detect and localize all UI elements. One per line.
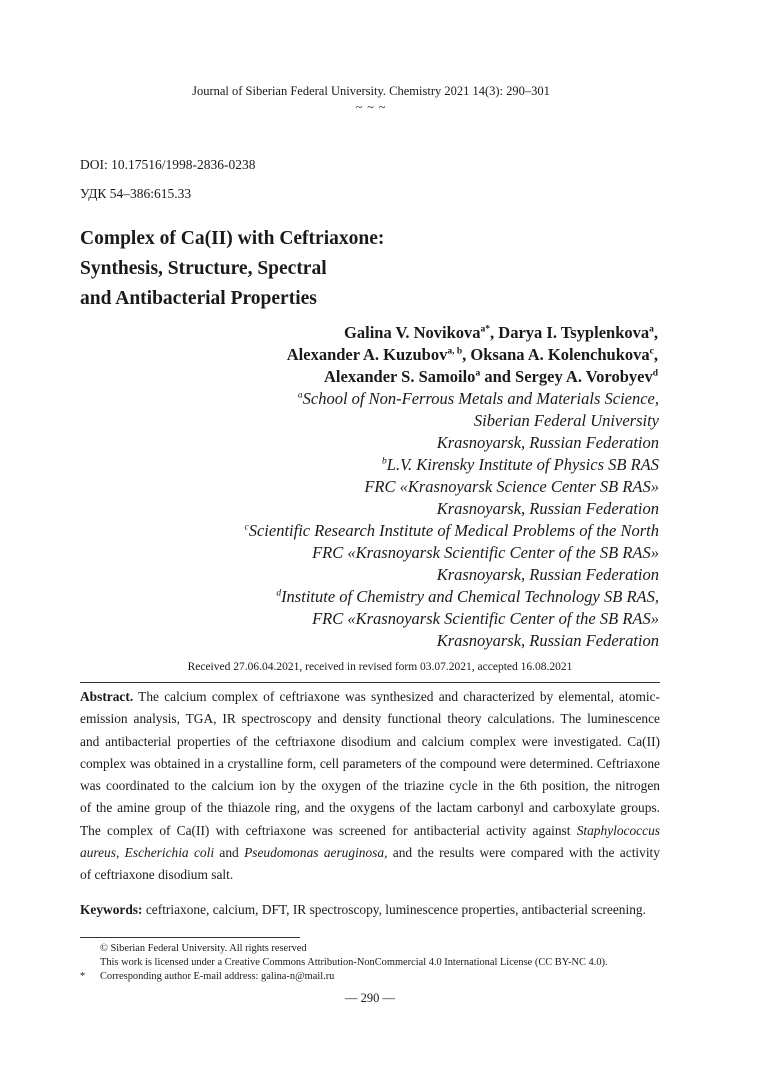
- author-sup: a, b: [447, 346, 463, 357]
- abstract-text: ,: [115, 845, 120, 861]
- keywords-text: ceftriaxone, calcium, DFT, IR spectroscopy, luminescence properties, antibacterial screening.: [145, 902, 646, 917]
- species-name: aureus: [80, 845, 116, 861]
- affiliations-block: [245, 388, 660, 652]
- affil-line: Institute of Chemistry and Chemical Technology SB RAS,: [281, 587, 659, 606]
- author-name: Oksana A. Kolenchukova: [470, 345, 650, 364]
- abstract-label: Abstract.: [80, 689, 134, 704]
- species-name: Escherichia coli: [124, 845, 215, 861]
- corresponding-author-footnote[interactable]: Corresponding author E-mail address: galina-n@mail.ru: [100, 971, 335, 982]
- affil-line: FRC «Krasnoyarsk Scientific Center of the SB RAS»: [312, 609, 659, 628]
- author-sup: a: [649, 324, 654, 335]
- udk-code: УДК 54–386:615.33: [80, 186, 192, 201]
- affil-sup: d: [276, 588, 282, 599]
- author-sup: a: [475, 368, 481, 379]
- abstract-line: [80, 842, 660, 864]
- title-line: Complex of Ca(II) with Ceftriaxone:: [80, 228, 385, 249]
- journal-header: Journal of Siberian Federal University. Chemistry 2021 14(3): 290–301: [192, 84, 550, 98]
- abstract-text: The complex of Ca(II) with ceftriaxone was screened for antibacterial activity against: [80, 822, 571, 838]
- authors-block: [287, 322, 658, 388]
- affiliation-d: [245, 586, 660, 608]
- abstract-line: complex was obtained in a crystalline form, cell parameters of the compound were determined. Ceftriaxone: [80, 755, 660, 771]
- affil-line: FRC «Krasnoyarsk Scientific Center of the SB RAS»: [312, 543, 659, 562]
- author-sup: c: [649, 346, 654, 357]
- author-sup: d: [652, 368, 658, 379]
- abstract: [80, 686, 660, 887]
- abstract-line: was coordinated to the calcium ion by the oxygen of the triazine cycle in the 6th position, the nitrogen: [80, 778, 660, 794]
- abstract-text: The calcium complex of ceftriaxone was synthesized and characterized by elemental, atomic-: [138, 689, 660, 704]
- author-name: Alexander S. Samoilo: [324, 367, 476, 386]
- affiliation-a: [245, 388, 660, 410]
- authors-line-3: [287, 366, 658, 388]
- abstract-text: , and the results were compared with the activity: [384, 845, 660, 861]
- affil-line: Siberian Federal University: [473, 411, 659, 430]
- abstract-line: of ceftriaxone disodium salt.: [80, 867, 234, 883]
- affil-line: Krasnoyarsk, Russian Federation: [436, 433, 659, 452]
- divider: [80, 682, 660, 683]
- authors-and: and: [484, 367, 511, 386]
- abstract-line: of the amine group of the thiazole ring, and the oxygens of the lactam carbonyl and carboxylate groups.: [80, 800, 660, 816]
- species-name: Pseudomonas aeruginosa: [244, 845, 385, 861]
- authors-line-1: Galina V. Novikova$^{a*}$, Darya I. Tsyplenkova$^a$,: [344, 323, 658, 342]
- affil-line: School of Non-Ferrous Metals and Materials Science,: [302, 389, 659, 408]
- affil-sup: c: [244, 522, 249, 533]
- authors-line-2: Alexander A. Kuzubov$^{a, b}$, Oksana A. Kolenchukova$^c$,: [286, 345, 658, 364]
- paper-title: [80, 224, 384, 314]
- author-sup: a*: [480, 324, 491, 335]
- page-number: — 290 —: [345, 991, 395, 1005]
- abstract-line: [80, 820, 660, 842]
- affiliation-c: [245, 520, 660, 542]
- author-name: Galina V. Novikova: [344, 323, 481, 342]
- affil-line: L.V. Kirensky Institute of Physics SB RAS: [386, 455, 659, 474]
- received-dates: Received 27.06.04.2021, received in revised form 03.07.2021, accepted 16.08.2021: [187, 661, 573, 673]
- species-name: Staphylococcus: [576, 822, 660, 838]
- affiliation-b: [245, 454, 660, 476]
- affil-sup: a: [297, 390, 303, 401]
- abstract-line: [80, 686, 660, 708]
- author-name: Alexander A. Kuzubov: [286, 345, 448, 364]
- abstract-line: emission analysis, TGA, IR spectroscopy and density functional theory calculations. The luminescence: [80, 711, 660, 727]
- affil-sup: b: [382, 456, 387, 467]
- affil-line: Krasnoyarsk, Russian Federation: [436, 565, 659, 584]
- footnote-star: *: [80, 971, 86, 982]
- title-line: and Antibacterial Properties: [80, 288, 317, 309]
- header-separator: ~ ~ ~: [355, 100, 387, 114]
- author-name: Sergey A. Vorobyev: [515, 367, 653, 386]
- affil-line: Krasnoyarsk, Russian Federation: [436, 631, 659, 650]
- title-line: Synthesis, Structure, Spectral: [80, 258, 327, 279]
- license-footnote: This work is licensed under a Creative Commons Attribution-NonCommercial 4.0 International License (CC BY-NC 4.0).: [100, 957, 608, 968]
- footnote-divider: [80, 937, 300, 938]
- abstract-line: and antibacterial properties of the ceftriaxone disodium and calcium complex were investigated. Ca(II): [80, 733, 660, 749]
- affil-line: Krasnoyarsk, Russian Federation: [436, 499, 659, 518]
- affil-line: Scientific Research Institute of Medical Problems of the North: [248, 521, 659, 540]
- author-name: Darya I. Tsyplenkova: [498, 323, 650, 342]
- abstract-text: and: [219, 845, 239, 861]
- keywords-label: Keywords:: [80, 902, 143, 917]
- affil-line: FRC «Krasnoyarsk Science Center SB RAS»: [364, 477, 659, 496]
- doi[interactable]: DOI: 10.17516/1998-2836-0238: [80, 157, 256, 172]
- copyright-footnote: © Siberian Federal University. All rights reserved: [100, 943, 307, 954]
- keywords: [80, 902, 660, 918]
